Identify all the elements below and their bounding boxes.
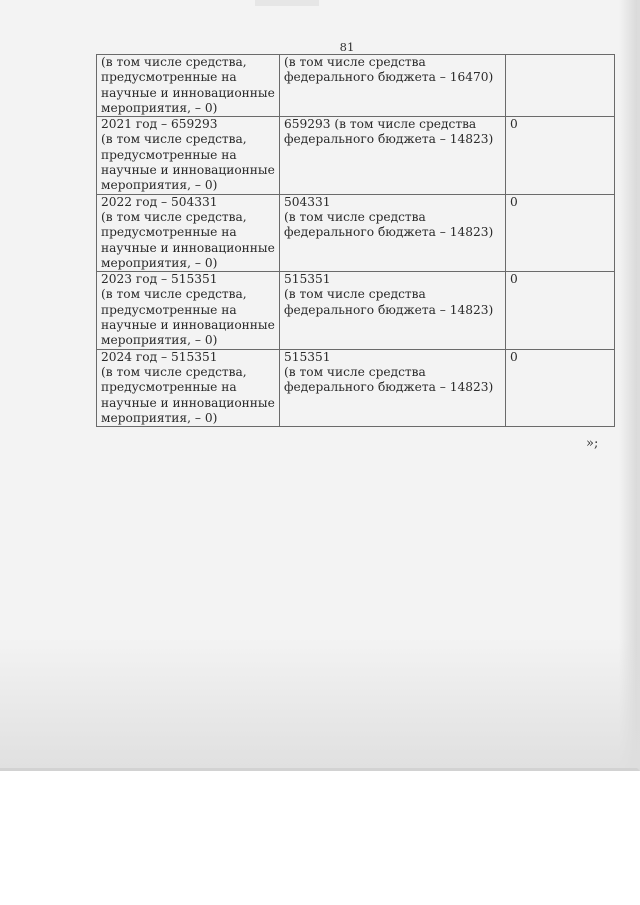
table-row [97,55,615,117]
regional-budget-cell: 659293 (в том числе средства федерального бюджета – 14823) [280,117,506,194]
total-funding-cell: 2023 год – 515351 (в том числе средства, предусмотренные на научные и инновационные мероприятия, – 0) [97,272,280,349]
table-row [97,117,615,194]
other-sources-cell: 0 [506,117,615,194]
total-funding-cell: 2022 год – 504331 (в том числе средства, предусмотренные на научные и инновационные мероприятия, – 0) [97,194,280,271]
other-sources-cell [506,55,615,117]
regional-budget-cell: 515351 (в том числе средства федерального бюджета – 14823) [280,349,506,426]
table-row [97,194,615,271]
other-sources-cell: 0 [506,194,615,271]
total-funding-cell: (в том числе средства, предусмотренные на научные и инновационные мероприятия, – 0) [97,55,280,117]
other-sources-cell: 0 [506,349,615,426]
other-sources-cell: 0 [506,272,615,349]
budget-table [96,54,615,427]
closing-quote-mark: »; [586,436,599,451]
total-funding-cell: 2024 год – 515351 (в том числе средства, предусмотренные на научные и инновационные мероприятия, – 0) [97,349,280,426]
table-row [97,349,615,426]
regional-budget-cell: 504331 (в том числе средства федерального бюджета – 14823) [280,194,506,271]
table-row [97,272,615,349]
page-number: 81 [339,40,355,54]
scan-artifact [255,0,319,6]
total-funding-cell: 2021 год – 659293 (в том числе средства, предусмотренные на научные и инновационные мероприятия, – 0) [97,117,280,194]
regional-budget-cell: 515351 (в том числе средства федерального бюджета – 14823) [280,272,506,349]
regional-budget-cell: (в том числе средства федерального бюджета – 16470) [280,55,506,117]
scan-bottom-shadow [0,638,640,768]
